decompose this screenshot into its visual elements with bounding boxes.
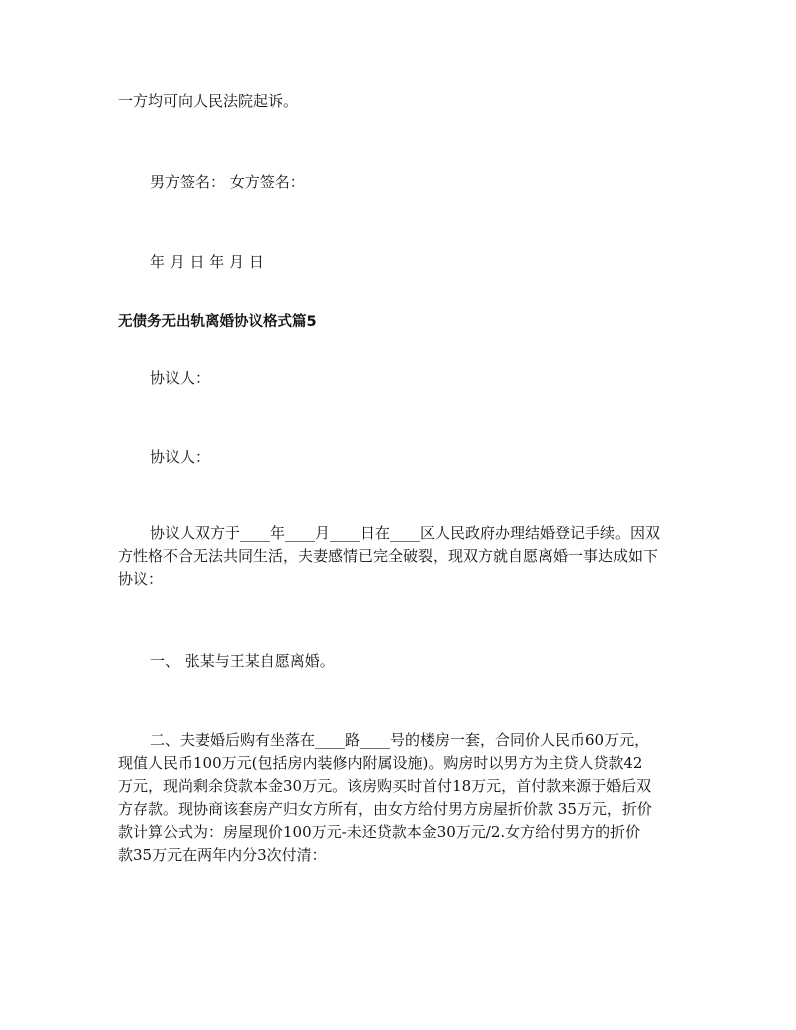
paragraph-line: 协议人双方于____年____月____日在____区人民政府办理结婚登记手续。因双 [150, 524, 661, 542]
paragraph-line: 款计算公式为：房屋现价100万元-未还贷款本金30万元/2.女方给付男方的折价 [118, 823, 641, 841]
paragraph-line: 现值人民币100万元(包括房内装修内附属设施)。购房时以男方为主贷人贷款42 [118, 754, 643, 772]
closing-clause-text: 一方均可向人民法院起诉。 [118, 92, 299, 110]
section-heading: 无债务无出轨离婚协议格式篇5 [118, 314, 317, 330]
clause-item-2 [118, 729, 688, 867]
clause-item-1: 一、 张某与王某自愿离婚。 [150, 652, 335, 670]
signature-line: 男方签名： 女方签名： [150, 173, 305, 191]
paragraph-line: 方性格不合无法共同生活，夫妻感情已完全破裂，现双方就自愿离婚一事达成如下 [118, 547, 659, 565]
paragraph-line: 万元，现尚剩余贷款本金30万元。该房购买时首付18万元，首付款来源于婚后双 [118, 777, 652, 795]
party-label-1: 协议人： [150, 369, 211, 387]
intro-paragraph [118, 522, 688, 591]
paragraph-line: 二、夫妻婚后购有坐落在____路____号的楼房一套，合同价人民币60万元， [150, 731, 650, 749]
paragraph-line: 协议： [118, 570, 164, 588]
paragraph-line: 方存款。现协商该套房产归女方所有，由女方给付男方房屋折价款 35万元，折价 [118, 800, 652, 818]
paragraph-line: 款35万元在两年内分3次付清： [118, 846, 327, 864]
party-label-2: 协议人： [150, 448, 211, 466]
date-line: 年 月 日 年 月 日 [150, 253, 264, 271]
